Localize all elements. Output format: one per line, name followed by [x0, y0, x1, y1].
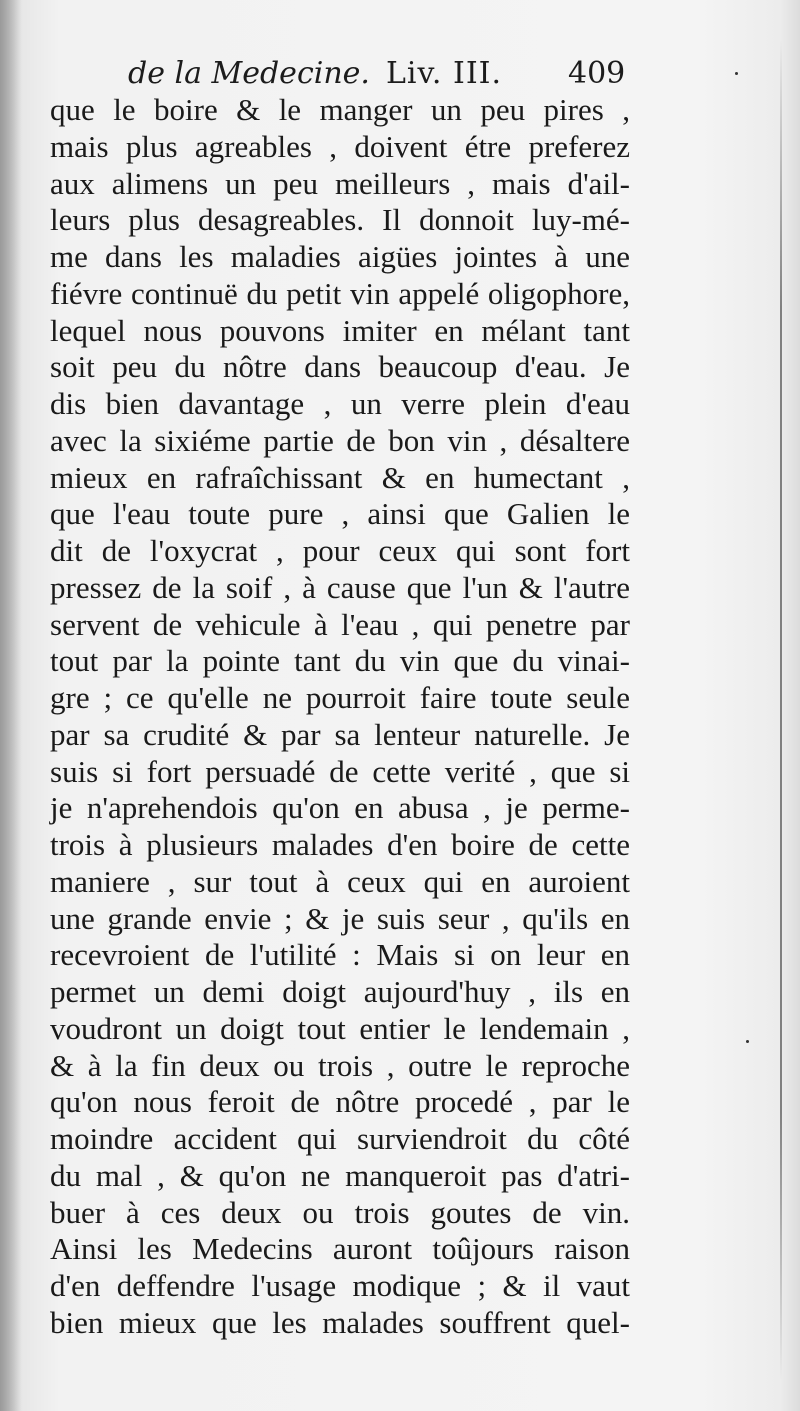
text-line: mieux en rafraîchissant & en humectant ,	[50, 459, 630, 495]
text-line: Ainsi les Medecins auront toûjours raison	[50, 1231, 630, 1267]
text-line: voudront un doigt tout entier le lendemain ,	[50, 1010, 630, 1046]
text-line: bien mieux que les malades souffrent quel-	[50, 1304, 630, 1340]
text-line: gre ; ce qu'elle ne pourroit faire toute seule	[50, 680, 630, 715]
paper-speck	[735, 72, 738, 75]
binding-gutter-shadow	[0, 0, 22, 1411]
page-number: 409	[568, 56, 626, 91]
text-line: & à la fin deux ou trois , outre le reproche	[50, 1047, 630, 1083]
text-line: soit peu du nôtre dans beaucoup d'eau. Je	[50, 349, 630, 385]
text-line: servent de vehicule à l'eau , qui penetre par	[50, 606, 630, 642]
text-line: maniere , sur tout à ceux qui en auroient	[50, 863, 630, 899]
text-line: tout par la pointe tant du vin que du vinai-	[50, 643, 630, 679]
running-head-title: de la Medecine.	[128, 56, 370, 91]
text-line: que l'eau toute pure , ainsi que Galien le	[50, 496, 630, 532]
text-line: dis bien davantage , un verre plein d'eau	[50, 386, 630, 421]
text-line: permet un demi doigt aujourd'huy , ils en	[50, 974, 630, 1009]
text-line: du mal , & qu'on ne manqueroit pas d'atri-	[50, 1157, 630, 1193]
text-line: dit de l'oxycrat , pour ceux qui sont fort	[50, 533, 630, 568]
page-edge-line	[780, 40, 782, 1380]
text-line: moindre accident qui surviendroit du côté	[50, 1121, 630, 1156]
text-line: une grande envie ; & je suis seur , qu'ils en	[50, 900, 630, 936]
text-line: qu'on nous feroit de nôtre procedé , par le	[50, 1084, 630, 1120]
text-line: mais plus agreables , doivent étre preferez	[50, 128, 630, 164]
text-line: me dans les maladies aigües jointes à une	[50, 239, 630, 274]
paper-speck	[746, 1040, 749, 1043]
text-line: trois à plusieurs malades d'en boire de cette	[50, 827, 630, 862]
body-text	[50, 92, 630, 1342]
running-head-book: Liv. III.	[386, 56, 503, 91]
text-line: lequel nous pouvons imiter en mélant tant	[50, 312, 630, 348]
text-line: buer à ces deux ou trois goutes de vin.	[50, 1194, 630, 1230]
text-line: je n'aprehendois qu'on en abusa , je perme-	[50, 790, 630, 826]
text-line: aux alimens un peu meilleurs , mais d'ail-	[50, 165, 630, 201]
text-line: avec la sixiéme partie de bon vin , désaltere	[50, 422, 630, 458]
text-line: pressez de la soif , à cause que l'un & l'autre	[50, 569, 630, 605]
text-line: par sa crudité & par sa lenteur naturelle. Je	[50, 716, 630, 752]
running-head	[128, 56, 638, 96]
text-line: fiévre continuë du petit vin appelé oligophore,	[50, 275, 630, 311]
text-line: d'en deffendre l'usage modique ; & il vaut	[50, 1268, 630, 1303]
text-line: que le boire & le manger un peu pires ,	[50, 92, 630, 127]
text-line: leurs plus desagreables. Il donnoit luy-mé-	[50, 202, 630, 238]
text-line: suis si fort persuadé de cette verité , que si	[50, 753, 630, 789]
text-line: recevroient de l'utilité : Mais si on leur en	[50, 937, 630, 973]
